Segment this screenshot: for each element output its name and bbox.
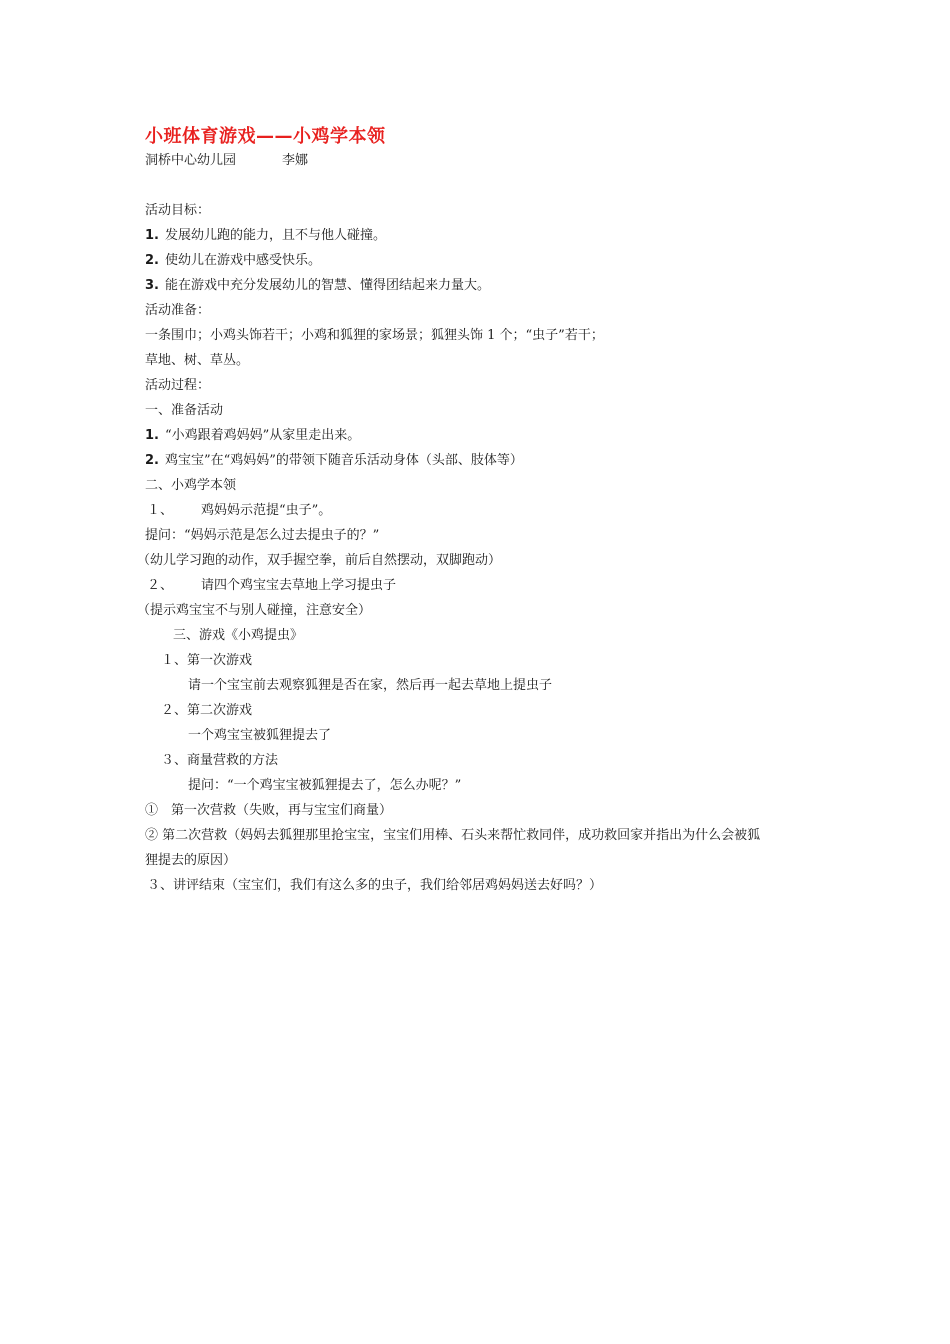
goals-heading: 活动目标： xyxy=(145,203,211,218)
rescue-line: ① 第一次营救（失败，再与宝宝们商量） xyxy=(145,803,393,818)
goal-text: 能在游戏中充分发展幼儿的智慧、懂得团结起来力量大。 xyxy=(164,278,490,293)
school-name: 洞桥中心幼儿园 xyxy=(145,153,237,168)
rescue-line: ② 第二次营救（妈妈去狐狸那里抢宝宝，宝宝们用棒、石头来帮忙救同伴，成功救回家并指出为什么会被狐 xyxy=(145,828,761,843)
section-heading: 二、小鸡学本领 xyxy=(145,478,237,493)
prep-activity-item xyxy=(145,452,523,470)
note-line: （提示鸡宝宝不与别人碰撞，注意安全） xyxy=(137,603,372,618)
game-round: ２、第二次游戏 xyxy=(161,703,253,718)
author-name: 李娜 xyxy=(282,153,309,168)
item-text: “小鸡跟着鸡妈妈”从家里走出来。 xyxy=(164,428,361,443)
document-title: 小班体育游戏——小鸡学本领 xyxy=(145,126,386,147)
question-line: 提问：“一个鸡宝宝被狐狸提去了，怎么办呢？” xyxy=(188,778,462,793)
goal-item xyxy=(145,227,386,245)
goal-item xyxy=(145,252,321,270)
note-line: （幼儿学习跑的动作，双手握空拳，前后自然摆动，双脚跑动） xyxy=(137,553,502,568)
prep-heading: 活动准备： xyxy=(145,303,211,318)
goal-number: 1. xyxy=(145,228,159,243)
prep-materials-line: 一条围巾；小鸡头饰若干；小鸡和狐狸的家场景；狐狸头饰 1 个；“虫子”若干； xyxy=(145,328,604,343)
closing-line: ３、讲评结束（宝宝们，我们有这么多的虫子，我们给邻居鸡妈妈送去好吗？） xyxy=(147,878,603,893)
game-round: １、第一次游戏 xyxy=(161,653,253,668)
game-round-desc: 请一个宝宝前去观察狐狸是否在家，然后再一起去草地上提虫子 xyxy=(188,678,553,693)
learning-item xyxy=(147,502,331,520)
prep-materials-line: 草地、树、草丛。 xyxy=(145,353,250,368)
goal-number: 2. xyxy=(145,253,159,268)
prep-activity-item xyxy=(145,427,360,445)
item-number: 1. xyxy=(145,428,159,443)
goal-text: 使幼儿在游戏中感受快乐。 xyxy=(164,253,321,268)
item-number: 2. xyxy=(145,453,159,468)
item-number: ２、 xyxy=(147,578,174,593)
rescue-line-cont: 狸提去的原因） xyxy=(145,853,237,868)
game-round: ３、商量营救的方法 xyxy=(161,753,279,768)
item-number: １、 xyxy=(147,503,174,518)
goal-number: 3. xyxy=(145,278,159,293)
learning-item xyxy=(147,577,396,595)
byline xyxy=(145,152,308,170)
goal-item xyxy=(145,277,490,295)
item-text: 请四个鸡宝宝去草地上学习提虫子 xyxy=(201,578,397,593)
process-heading: 活动过程： xyxy=(145,378,211,393)
goal-text: 发展幼儿跑的能力，且不与他人碰撞。 xyxy=(164,228,386,243)
game-round-desc: 一个鸡宝宝被狐狸提去了 xyxy=(188,728,332,743)
section-heading: 三、游戏《小鸡提虫》 xyxy=(173,628,304,643)
section-heading: 一、准备活动 xyxy=(145,403,224,418)
item-text: 鸡妈妈示范提“虫子”。 xyxy=(201,503,332,518)
item-text: 鸡宝宝”在“鸡妈妈”的带领下随音乐活动身体（头部、肢体等） xyxy=(164,453,523,468)
question-line: 提问：“妈妈示范是怎么过去提虫子的？” xyxy=(145,528,380,543)
